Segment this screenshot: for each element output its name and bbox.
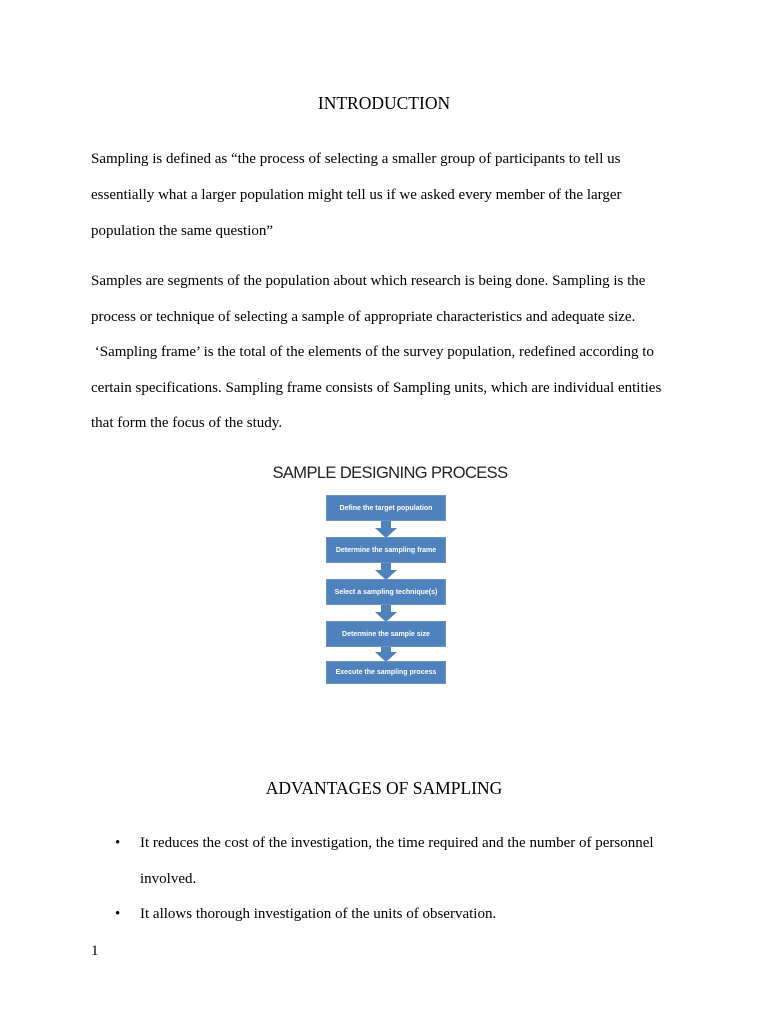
down-arrow-icon	[375, 563, 397, 580]
flow-step-box	[326, 661, 446, 684]
flow-step-label: Execute the sampling process	[335, 669, 437, 676]
advantages-heading: ADVANTAGES OF SAMPLING	[265, 778, 503, 798]
list-item-line: It reduces the cost of the investigation, the time required and the number of personnel	[140, 835, 654, 851]
down-arrow-icon	[375, 521, 397, 538]
bullet-icon: •	[115, 835, 121, 851]
list-item-line: involved.	[140, 870, 197, 887]
bullet-icon: •	[115, 906, 121, 922]
advantages-list	[0, 826, 768, 933]
list-item	[0, 897, 768, 933]
intro-paragraph-1	[91, 141, 711, 249]
down-arrow-icon	[375, 647, 397, 662]
paragraph-line: Sampling is defined as “the process of selecting a smaller group of participants to tell us	[91, 151, 621, 167]
paragraph-line: essentially what a larger population might tell us if we asked every member of the larger	[91, 187, 622, 203]
arrow-stem	[381, 605, 391, 612]
list-item-text	[140, 897, 768, 933]
list-item-text	[140, 826, 768, 897]
list-item-line: It allows thorough investigation of the units of observation.	[140, 906, 497, 922]
flow-step-box	[326, 495, 446, 521]
paragraph-line: that form the focus of the study.	[91, 415, 283, 431]
paragraph-line: population the same question”	[91, 223, 274, 239]
arrow-stem	[381, 521, 391, 528]
flow-step-label: Define the target population	[339, 504, 433, 512]
introduction-heading: INTRODUCTION	[317, 93, 451, 113]
down-arrow-icon	[375, 605, 397, 622]
flow-step-label: Determine the sampling frame	[335, 546, 437, 554]
flow-step-label: Select a sampling technique(s)	[334, 588, 438, 596]
paragraph-line: Samples are segments of the population about which research is being done. Sampling is the	[91, 273, 646, 289]
paragraph-line: process or technique of selecting a sample of appropriate characteristics and adequate size.	[91, 308, 636, 325]
flow-step-box	[326, 537, 446, 563]
paragraph-line: ‘Sampling frame’ is the total of the elements of the survey population, redefined according to	[91, 344, 654, 360]
list-item	[0, 826, 768, 897]
arrow-stem	[381, 563, 391, 570]
page-number: 1	[91, 943, 99, 959]
intro-paragraph-2	[91, 264, 711, 442]
paragraph-line: certain specifications. Sampling frame consists of Sampling units, which are individual entities	[91, 379, 662, 396]
flow-step-box	[326, 621, 446, 647]
flow-step-box	[326, 579, 446, 605]
figure-title: SAMPLE DESIGNING PROCESS	[272, 464, 508, 482]
flow-step-label: Determine the sample size	[342, 630, 430, 638]
